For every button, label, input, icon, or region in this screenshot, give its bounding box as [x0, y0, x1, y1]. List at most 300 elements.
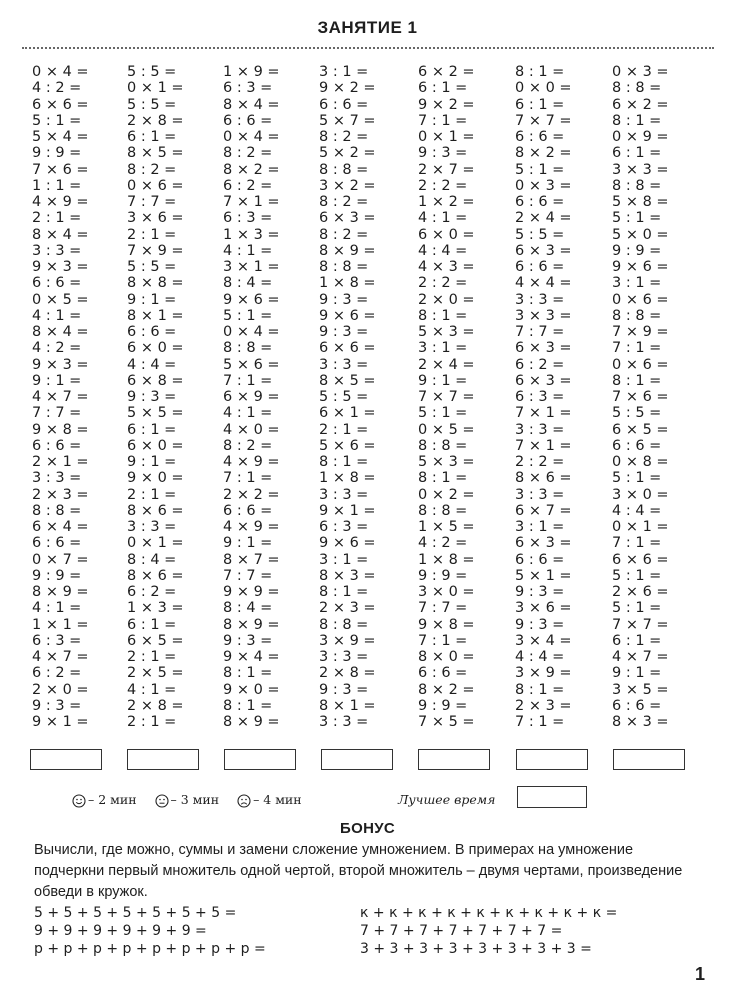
exercise: 2 × 8 =: [127, 112, 184, 129]
exercise: 2 : 2 =: [418, 275, 468, 292]
exercise-column: [223, 64, 303, 730]
exercise: 0 × 1 =: [418, 129, 475, 145]
exercise: 9 : 3 =: [319, 324, 369, 340]
exercise: 7 × 7 =: [418, 389, 475, 405]
exercise: 8 : 4 =: [223, 275, 273, 292]
exercise: 9 : 3 =: [418, 145, 468, 162]
exercise: 5 : 5 =: [127, 259, 177, 275]
exercise: 6 × 4 =: [32, 519, 89, 535]
exercise: 2 × 3 =: [515, 697, 572, 714]
exercise: 4 × 9 =: [223, 454, 280, 470]
exercise-column: [418, 64, 498, 730]
exercise: 9 × 6 =: [319, 307, 376, 324]
exercise: 8 × 9 =: [319, 242, 376, 259]
exercise: 7 : 7 =: [223, 567, 273, 584]
exercise: 6 × 5 =: [612, 421, 669, 438]
exercise: 1 × 1 =: [32, 616, 89, 633]
exercise: 3 : 3 =: [515, 291, 565, 308]
exercise: 5 × 1 =: [515, 567, 572, 584]
exercise: 6 : 2 =: [515, 356, 565, 373]
exercise: 5 : 1 =: [612, 210, 662, 227]
exercise: 8 × 1 =: [319, 697, 376, 714]
exercise: 6 : 1 =: [418, 80, 468, 97]
exercise: 3 : 1 =: [319, 64, 369, 80]
exercise: 1 × 3 =: [223, 226, 280, 243]
exercise: 4 × 9 =: [223, 519, 280, 535]
exercise: 6 : 1 =: [612, 632, 662, 649]
exercise: 7 : 1 =: [612, 535, 662, 552]
bonus-expression: 9 + 9 + 9 + 9 + 9 + 9 =: [34, 923, 207, 939]
exercise: 1 × 8 =: [319, 470, 376, 487]
exercise: 3 × 5 =: [612, 681, 669, 698]
bonus-expression: 5 + 5 + 5 + 5 + 5 + 5 + 5 =: [34, 905, 237, 921]
bonus-expression: 3 + 3 + 3 + 3 + 3 + 3 + 3 + 3 =: [360, 941, 592, 957]
legend-happy: [72, 792, 141, 807]
page-number: 1: [694, 964, 705, 984]
exercise: 6 : 6 =: [223, 502, 273, 519]
exercise: 6 : 6 =: [223, 112, 273, 129]
exercise-column: [127, 64, 207, 730]
exercise: 7 × 1 =: [515, 405, 572, 422]
exercise: 0 × 2 =: [418, 486, 475, 503]
exercise: 9 × 3 =: [32, 356, 89, 373]
exercise: 2 : 2 =: [515, 454, 565, 470]
exercise: 9 : 9 =: [418, 567, 468, 584]
exercise: 8 × 5 =: [127, 145, 184, 162]
exercise: 7 × 7 =: [612, 616, 669, 633]
exercise: 0 × 4 =: [223, 129, 280, 145]
exercise: 6 : 6 =: [32, 437, 82, 454]
exercise: 3 × 2 =: [319, 177, 376, 194]
exercise: 6 × 6 =: [32, 96, 89, 113]
exercise: 4 : 1 =: [223, 242, 273, 259]
exercise: 9 : 9 =: [612, 242, 662, 259]
exercise: 4 : 1 =: [32, 307, 82, 324]
exercise: 9 × 6 =: [612, 259, 669, 275]
exercise: 8 × 6 =: [127, 567, 184, 584]
page-title: ЗАНЯТИЕ 1: [317, 18, 418, 37]
exercise: 8 : 8 =: [418, 502, 468, 519]
exercise: 5 : 1 =: [612, 600, 662, 617]
exercise: 1 : 1 =: [32, 177, 82, 194]
exercise: 5 : 5 =: [127, 64, 177, 80]
exercise: 0 × 4 =: [32, 64, 89, 80]
exercise: 6 × 9 =: [223, 389, 280, 405]
exercise: 5 : 5 =: [127, 96, 177, 113]
exercise: 9 : 3 =: [515, 584, 565, 600]
exercise: 2 × 3 =: [32, 486, 89, 503]
exercise: 3 : 1 =: [515, 519, 565, 535]
exercise: 6 × 6 =: [319, 340, 376, 357]
exercise: 9 : 9 =: [32, 145, 82, 162]
exercise: 8 × 4 =: [223, 96, 280, 113]
exercise: 7 : 1 =: [418, 112, 468, 129]
exercise: 9 × 4 =: [223, 649, 280, 665]
exercise: 5 × 6 =: [319, 437, 376, 454]
exercise: 8 : 1 =: [612, 372, 662, 389]
exercise: 1 × 9 =: [223, 64, 280, 80]
exercise: 4 : 2 =: [32, 80, 82, 97]
exercise: 8 : 2 =: [319, 226, 369, 243]
bonus-expression: р + р + р + р + р + р + р + р =: [34, 941, 266, 957]
exercise: 2 × 6 =: [612, 584, 669, 600]
exercise: 7 : 7 =: [32, 405, 82, 422]
exercise: 8 : 8 =: [612, 307, 662, 324]
exercise: 6 × 3 =: [515, 535, 572, 552]
answer-box[interactable]: [224, 749, 296, 770]
exercise: 6 : 3 =: [319, 519, 369, 535]
answer-box[interactable]: [30, 749, 102, 770]
exercise: 3 × 9 =: [515, 665, 572, 682]
exercise: 9 × 3 =: [32, 259, 89, 275]
exercise: 8 : 8 =: [319, 161, 369, 178]
exercise: 7 × 9 =: [127, 242, 184, 259]
exercise: 3 : 1 =: [418, 340, 468, 357]
exercise: 4 × 7 =: [32, 649, 89, 665]
exercise: 6 : 1 =: [515, 96, 565, 113]
exercise: 8 × 9 =: [223, 616, 280, 633]
exercise: 8 : 1 =: [223, 697, 273, 714]
answer-box[interactable]: [418, 749, 490, 770]
exercise: 6 : 6 =: [515, 129, 565, 145]
exercise: 8 × 2 =: [515, 145, 572, 162]
exercise: 6 : 6 =: [515, 551, 565, 568]
exercise: 5 : 1 =: [612, 470, 662, 487]
answer-box[interactable]: [516, 749, 588, 770]
exercise: 6 : 6 =: [612, 697, 662, 714]
exercise: 9 × 2 =: [418, 96, 475, 113]
exercise: 9 : 3 =: [319, 681, 369, 698]
exercise: 5 × 8 =: [612, 194, 669, 210]
exercise: 6 × 5 =: [127, 632, 184, 649]
exercise: 6 : 6 =: [127, 324, 177, 340]
exercise: 6 : 6 =: [32, 535, 82, 552]
exercise: 3 : 3 =: [319, 486, 369, 503]
exercise: 5 × 4 =: [32, 129, 89, 145]
exercise: 8 × 6 =: [515, 470, 572, 487]
exercise: 8 : 2 =: [319, 194, 369, 210]
exercise: 7 × 6 =: [32, 161, 89, 178]
exercise: 6 : 6 =: [32, 275, 82, 292]
exercise: 6 : 3 =: [515, 389, 565, 405]
exercise: 6 : 1 =: [612, 145, 662, 162]
exercise: 1 × 8 =: [418, 551, 475, 568]
exercise: 8 : 8 =: [32, 502, 82, 519]
exercise: 8 × 2 =: [223, 161, 280, 178]
exercise: 9 × 8 =: [32, 421, 89, 438]
exercise: 9 : 1 =: [612, 665, 662, 682]
exercise: 3 : 3 =: [515, 421, 565, 438]
exercise: 8 : 1 =: [319, 584, 369, 600]
exercise: 5 : 5 =: [515, 226, 565, 243]
exercise: 6 × 3 =: [515, 242, 572, 259]
exercise: 6 : 6 =: [612, 437, 662, 454]
exercise: 4 : 2 =: [32, 340, 82, 357]
exercise: 6 : 2 =: [223, 177, 273, 194]
exercise: 8 × 4 =: [32, 324, 89, 340]
exercise: 8 × 9 =: [32, 584, 89, 600]
exercise: 1 × 3 =: [127, 600, 184, 617]
exercise: 4 : 4 =: [515, 649, 565, 665]
exercise: 0 × 6 =: [127, 177, 184, 194]
exercise: 8 : 1 =: [223, 665, 273, 682]
exercise: 9 : 1 =: [418, 372, 468, 389]
exercise: 8 : 8 =: [612, 80, 662, 97]
exercise: 4 : 4 =: [612, 502, 662, 519]
exercise: 4 : 1 =: [127, 681, 177, 698]
exercise: 2 × 8 =: [319, 665, 376, 682]
exercise: 2 : 2 =: [418, 177, 468, 194]
exercise: 9 : 3 =: [223, 632, 273, 649]
exercise: 2 × 0 =: [418, 291, 475, 308]
exercise: 0 × 9 =: [612, 129, 669, 145]
exercise: 7 × 5 =: [418, 714, 475, 730]
exercise: 7 : 1 =: [418, 632, 468, 649]
exercise: 4 × 7 =: [612, 649, 669, 665]
exercise: 7 × 1 =: [515, 437, 572, 454]
exercise: 9 × 6 =: [319, 535, 376, 552]
exercise: 6 : 2 =: [32, 665, 82, 682]
exercise: 6 × 2 =: [612, 96, 669, 113]
exercise: 8 : 4 =: [223, 600, 273, 617]
exercise: 0 × 1 =: [612, 519, 669, 535]
bonus-left-column: [34, 904, 266, 958]
exercise: 2 : 1 =: [127, 486, 177, 503]
exercise: 2 × 7 =: [418, 161, 475, 178]
exercise: 2 : 1 =: [32, 210, 82, 227]
exercise: 9 : 1 =: [223, 535, 273, 552]
exercise: 5 × 6 =: [223, 356, 280, 373]
exercise: 1 × 5 =: [418, 519, 475, 535]
exercise: 6 × 0 =: [127, 340, 184, 357]
exercise: 6 × 0 =: [418, 226, 475, 243]
exercise: 7 : 7 =: [515, 324, 565, 340]
exercise: 2 × 4 =: [515, 210, 572, 227]
exercise: 0 × 6 =: [612, 356, 669, 373]
exercise: 9 × 1 =: [319, 502, 376, 519]
exercise: 8 : 1 =: [319, 454, 369, 470]
exercise: 0 × 6 =: [612, 291, 669, 308]
exercise: 8 : 4 =: [127, 551, 177, 568]
exercise: 3 : 3 =: [319, 356, 369, 373]
exercise: 3 : 1 =: [612, 275, 662, 292]
title-divider: [22, 47, 714, 49]
exercise: 9 × 1 =: [32, 714, 89, 730]
exercise: 9 × 9 =: [223, 584, 280, 600]
exercise-column: [515, 64, 595, 730]
exercise: 6 : 3 =: [32, 632, 82, 649]
exercise: 1 × 8 =: [319, 275, 376, 292]
exercise: 8 × 9 =: [223, 714, 280, 730]
exercise-column: [32, 64, 112, 730]
exercise: 8 : 2 =: [223, 437, 273, 454]
exercise: 8 × 7 =: [223, 551, 280, 568]
exercise: 6 × 2 =: [418, 64, 475, 80]
exercise: 8 : 1 =: [515, 64, 565, 80]
exercise: 7 : 1 =: [223, 372, 273, 389]
exercise: 5 : 1 =: [612, 567, 662, 584]
answer-box[interactable]: [613, 749, 685, 770]
exercise: 7 : 7 =: [418, 600, 468, 617]
exercise: 5 × 3 =: [418, 324, 475, 340]
exercise: 6 : 3 =: [223, 210, 273, 227]
exercise: 6 : 6 =: [319, 96, 369, 113]
exercise: 7 × 6 =: [612, 389, 669, 405]
exercise: 9 : 1 =: [32, 372, 82, 389]
exercise: 6 × 8 =: [127, 372, 184, 389]
exercise: 8 : 1 =: [515, 681, 565, 698]
exercise: 9 : 1 =: [127, 454, 177, 470]
exercise: 8 × 0 =: [418, 649, 475, 665]
exercise: 0 × 1 =: [127, 535, 184, 552]
exercise: 2 : 1 =: [127, 649, 177, 665]
sad-face-icon: [237, 794, 251, 808]
exercise: 6 × 3 =: [319, 210, 376, 227]
answer-box[interactable]: [321, 749, 393, 770]
exercise: 5 × 0 =: [612, 226, 669, 243]
exercise: 2 × 4 =: [418, 356, 475, 373]
exercise: 5 × 2 =: [319, 145, 376, 162]
exercise: 7 : 7 =: [127, 194, 177, 210]
exercise: 0 × 8 =: [612, 454, 669, 470]
exercise: 0 × 5 =: [418, 421, 475, 438]
exercise: 6 × 0 =: [127, 437, 184, 454]
exercise: 3 × 3 =: [515, 307, 572, 324]
exercise: 2 : 1 =: [127, 226, 177, 243]
exercise: 9 × 2 =: [319, 80, 376, 97]
exercise: 6 × 1 =: [319, 405, 376, 422]
exercise: 3 : 3 =: [32, 470, 82, 487]
exercise: 2 × 3 =: [319, 600, 376, 617]
exercise: 3 : 3 =: [127, 519, 177, 535]
exercise: 4 : 1 =: [418, 210, 468, 227]
exercise: 0 × 1 =: [127, 80, 184, 97]
exercise: 4 : 1 =: [32, 600, 82, 617]
exercise: 2 : 1 =: [127, 714, 177, 730]
exercise: 3 : 3 =: [319, 714, 369, 730]
exercise: 6 : 1 =: [127, 129, 177, 145]
exercise: 3 : 1 =: [319, 551, 369, 568]
exercise: 2 × 2 =: [223, 486, 280, 503]
exercise: 0 × 3 =: [515, 177, 572, 194]
exercise: 5 : 5 =: [319, 389, 369, 405]
exercise: 4 × 9 =: [32, 194, 89, 210]
exercise: 8 × 2 =: [418, 681, 475, 698]
exercise: 3 × 3 =: [612, 161, 669, 178]
legend-neutral: [155, 792, 224, 807]
exercise: 8 : 8 =: [319, 259, 369, 275]
exercise: 3 × 4 =: [515, 632, 572, 649]
exercise: 0 × 0 =: [515, 80, 572, 97]
exercise: 6 : 3 =: [223, 80, 273, 97]
exercise: 8 × 3 =: [612, 714, 669, 730]
bonus-right-column: [360, 904, 617, 958]
exercise: 8 × 6 =: [127, 502, 184, 519]
bonus-instructions: Вычисли, где можно, суммы и замени сложение умножением. В примерах на умножение подчеркни первый множитель одной чертой, второй множитель – двумя чертами, произведение обведи в кружок.: [34, 842, 683, 900]
exercise: 9 : 3 =: [127, 389, 177, 405]
legend-sad-text: – 4 мин: [253, 792, 302, 807]
exercise: 3 : 3 =: [319, 649, 369, 665]
exercise-column: [612, 64, 692, 730]
smile-icon: [72, 794, 86, 808]
exercise: 0 × 3 =: [612, 64, 669, 80]
exercise: 0 × 5 =: [32, 291, 89, 308]
exercise: 4 : 4 =: [418, 242, 468, 259]
answer-box[interactable]: [127, 749, 199, 770]
exercise: 8 : 8 =: [418, 437, 468, 454]
exercise: 9 : 1 =: [127, 291, 177, 308]
exercise: 7 × 7 =: [515, 112, 572, 129]
exercise: 8 : 1 =: [418, 470, 468, 487]
exercise: 6 : 6 =: [515, 259, 565, 275]
legend-happy-text: – 2 мин: [88, 792, 137, 807]
exercise: 3 : 3 =: [32, 242, 82, 259]
legend-sad: [237, 792, 302, 807]
exercise: 8 × 1 =: [127, 307, 184, 324]
exercise: 2 × 5 =: [127, 665, 184, 682]
exercise: 3 × 6 =: [127, 210, 184, 227]
exercise: 7 × 1 =: [223, 194, 280, 210]
exercise: 2 × 0 =: [32, 681, 89, 698]
best-time-box[interactable]: [517, 786, 587, 808]
exercise: 6 : 2 =: [127, 584, 177, 600]
exercise: 8 : 8 =: [319, 616, 369, 633]
exercise: 9 : 3 =: [319, 291, 369, 308]
exercise: 8 × 3 =: [319, 567, 376, 584]
exercise: 6 : 6 =: [515, 194, 565, 210]
exercise: 5 : 5 =: [612, 405, 662, 422]
exercise: 2 × 8 =: [127, 697, 184, 714]
exercise: 5 × 7 =: [319, 112, 376, 129]
exercise: 3 × 0 =: [612, 486, 669, 503]
exercise: 3 × 9 =: [319, 632, 376, 649]
exercise: 0 × 4 =: [223, 324, 280, 340]
exercise-column: [319, 64, 399, 730]
exercise: 6 × 3 =: [515, 340, 572, 357]
best-time-label: Лучшее время: [398, 792, 496, 807]
exercise: 8 × 8 =: [127, 275, 184, 292]
exercise: 5 : 1 =: [418, 405, 468, 422]
exercise: 5 : 1 =: [223, 307, 273, 324]
exercise: 4 × 7 =: [32, 389, 89, 405]
exercise: 6 : 1 =: [127, 421, 177, 438]
exercise: 9 : 9 =: [418, 697, 468, 714]
exercise: 6 : 1 =: [127, 616, 177, 633]
exercise: 3 × 1 =: [223, 259, 280, 275]
exercise: 9 : 3 =: [32, 697, 82, 714]
exercise: 0 × 7 =: [32, 551, 89, 568]
exercise: 7 : 1 =: [223, 470, 273, 487]
exercise: 5 : 1 =: [515, 161, 565, 178]
exercise: 3 : 3 =: [515, 486, 565, 503]
bonus-expression: 7 + 7 + 7 + 7 + 7 + 7 + 7 =: [360, 923, 563, 939]
exercise: 9 × 0 =: [127, 470, 184, 487]
exercise: 3 × 0 =: [418, 584, 475, 600]
exercise: 9 × 0 =: [223, 681, 280, 698]
bonus-expression: к + к + к + к + к + к + к + к + к =: [360, 905, 618, 921]
exercise: 6 × 7 =: [515, 502, 572, 519]
exercise: 8 : 2 =: [127, 161, 177, 178]
legend-neutral-text: – 3 мин: [170, 792, 220, 807]
exercise: 6 × 3 =: [515, 372, 572, 389]
exercise: 9 : 9 =: [32, 567, 82, 584]
exercise: 9 × 8 =: [418, 616, 475, 633]
exercise: 9 × 6 =: [223, 291, 280, 308]
exercise: 3 × 6 =: [515, 600, 572, 617]
time-legend: [72, 790, 316, 810]
exercise: 4 × 4 =: [515, 275, 572, 292]
exercise: 5 × 5 =: [127, 405, 184, 422]
